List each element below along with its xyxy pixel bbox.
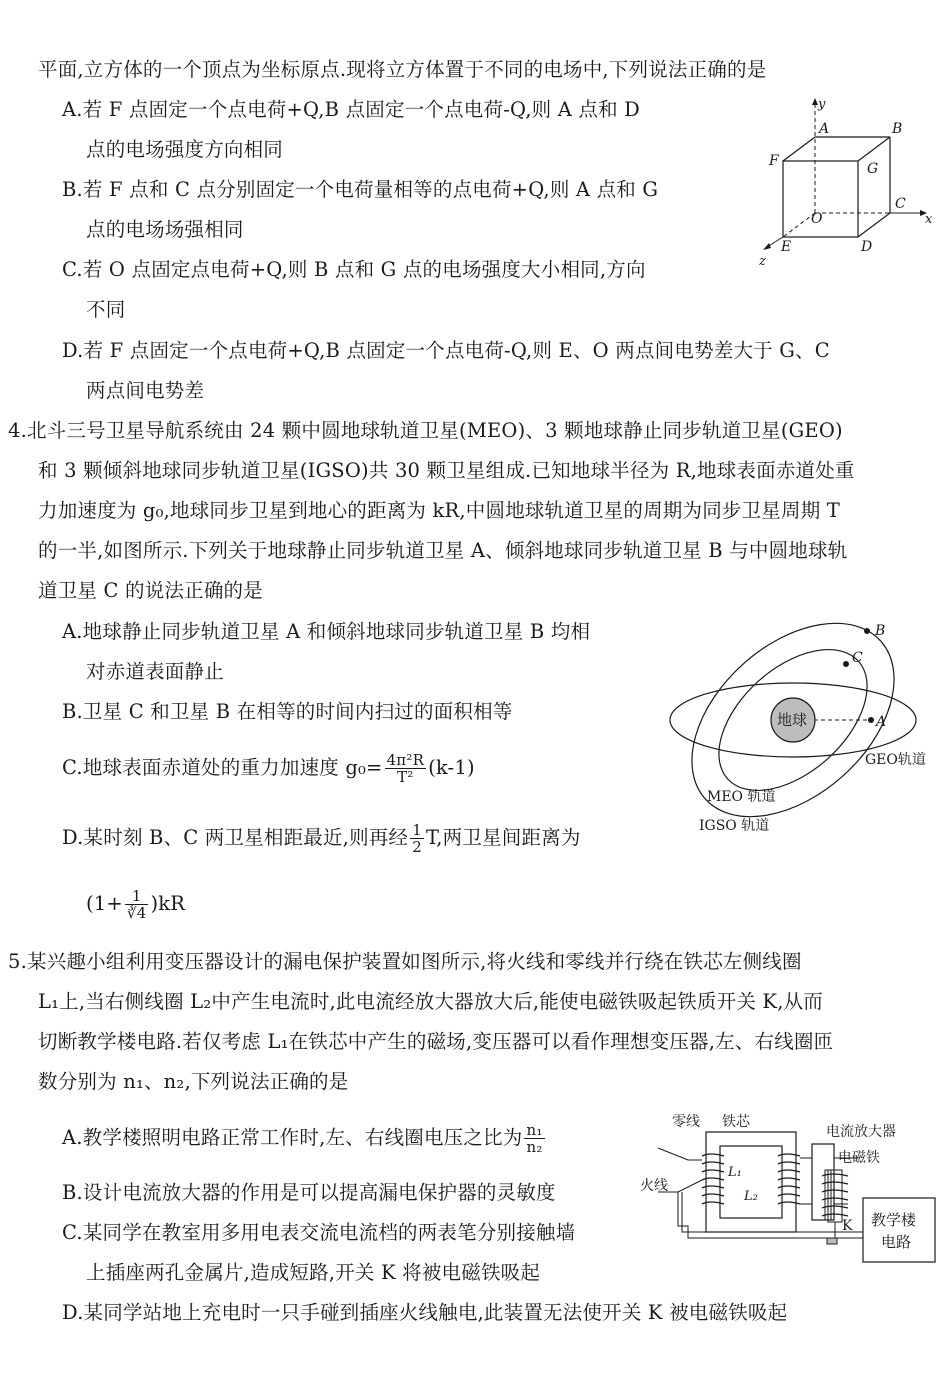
q3-option-c: C.若 O 点固定点电荷+Q,则 B 点和 G 点的电场强度大小相同,方向	[62, 258, 646, 281]
q4-stem-1: 4.北斗三号卫星导航系统由 24 颗中圆地球轨道卫星(MEO)、3 颗地球静止同步轨道卫星(GEO)	[8, 419, 843, 442]
cube-label-C: C	[895, 196, 906, 212]
orbit-figure	[665, 618, 945, 840]
circuit-figure	[638, 1108, 944, 1273]
cube-label-y: y	[818, 97, 826, 112]
q5-option-c: C.某同学在教室用多用电表交流电流档的两表笔分别接触墙	[62, 1221, 576, 1244]
q5-stem-3: 切断教学楼电路.若仅考虑 L₁在铁芯中产生的磁场,变压器可以看作理想变压器,左、右线圈匝	[38, 1030, 834, 1053]
q5-option-a-text: A.教学楼照明电路正常工作时,左、右线圈电压之比为	[62, 1126, 523, 1149]
q5-a-denominator: n₂	[526, 1138, 543, 1156]
amp-label: 电流放大器	[826, 1124, 896, 1140]
q5-option-b: B.设计电流放大器的作用是可以提高漏电保护器的灵敏度	[62, 1181, 556, 1204]
q5-option-a	[62, 1122, 547, 1155]
q3-option-d: D.若 F 点固定一个点电荷+Q,B 点固定一个点电荷-Q,则 E、O 两点间电势差大于 G、C	[62, 339, 830, 362]
q5-stem-1: 5.某兴趣小组利用变压器设计的漏电保护装置如图所示,将火线和零线并行绕在铁芯左侧线圈	[8, 950, 802, 973]
electromagnet	[822, 1170, 848, 1222]
label-A: A	[876, 714, 887, 730]
q3-option-c-cont: 不同	[86, 298, 126, 321]
neutral-label: 零线	[672, 1114, 700, 1130]
label-L2: L₂	[744, 1189, 758, 1204]
q4-d-expr-numerator: 1	[125, 888, 149, 905]
cube-label-B: B	[892, 121, 903, 137]
q4-option-a-cont: 对赤道表面静止	[86, 660, 224, 683]
q4-c-fraction	[385, 752, 427, 785]
q4-option-d-tail: T,两卫星间距离为	[425, 826, 581, 849]
cube-label-A: A	[819, 121, 830, 137]
q4-stem-2: 和 3 颗倾斜地球同步轨道卫星(IGSO)共 30 颗卫星组成.已知地球半径为 R,地球表面赤道处重	[38, 459, 855, 482]
cube-label-F: F	[769, 153, 779, 169]
cube-label-x: x	[925, 212, 933, 227]
building-label-2: 电路	[881, 1233, 912, 1251]
q4-option-d-expression	[86, 888, 185, 921]
q5-option-c-cont: 上插座两孔金属片,造成短路,开关 K 将被电磁铁吸起	[86, 1261, 541, 1284]
satellite-C	[843, 661, 849, 667]
q5-a-numerator: n₁	[526, 1121, 543, 1139]
meo-label: MEO 轨道	[707, 789, 776, 805]
coil-L2	[778, 1154, 800, 1204]
geo-label: GEO轨道	[865, 752, 926, 768]
q5-stem-2: L₁上,当右侧线圈 L₂中产生电流时,此电流经放大器放大后,能使电磁铁吸起铁质开关 K,从而	[38, 990, 823, 1013]
q3-stem: 平面,立方体的一个顶点为坐标原点.现将立方体置于不同的电场中,下列说法正确的是	[38, 58, 767, 81]
switch-K	[827, 1238, 837, 1244]
live-label: 火线	[640, 1178, 668, 1194]
q4-stem-5: 道卫星 C 的说法正确的是	[38, 579, 263, 602]
q3-option-a-cont: 点的电场强度方向相同	[86, 138, 284, 161]
satellite-A	[868, 717, 874, 723]
label-C: C	[852, 650, 863, 666]
q4-option-c-text: C.地球表面赤道处的重力加速度 g₀=	[62, 756, 383, 779]
igso-label: IGSO 轨道	[699, 818, 770, 834]
q4-option-d	[62, 822, 581, 855]
magnet-label: 电磁铁	[838, 1150, 880, 1166]
q4-d-expr-open: (1+	[86, 892, 123, 915]
q3-option-d-cont: 两点间电势差	[86, 379, 205, 402]
q4-option-c	[62, 752, 475, 785]
q3-option-b-cont: 点的电场场强相同	[86, 218, 244, 241]
earth-label: 地球	[777, 711, 808, 729]
satellite-B	[864, 628, 870, 634]
cube-figure	[755, 95, 945, 270]
cube-label-E: E	[781, 239, 792, 255]
q4-d-numerator: 1	[412, 821, 422, 839]
q4-option-c-tail: (k-1)	[428, 756, 475, 779]
cube-label-G: G	[867, 161, 879, 177]
q4-d-denominator: 2	[412, 838, 422, 856]
q3-option-b: B.若 F 点和 C 点分别固定一个电荷量相等的点电荷+Q,则 A 点和 G	[62, 178, 659, 201]
q4-option-d-text: D.某时刻 B、C 两卫星相距最近,则再经	[62, 826, 409, 849]
label-L1: L₁	[728, 1165, 742, 1180]
q3-option-a: A.若 F 点固定一个点电荷+Q,B 点固定一个点电荷-Q,则 A 点和 D	[62, 98, 641, 121]
building-label-1: 教学楼	[871, 1211, 917, 1229]
switch-K-label: K	[842, 1218, 853, 1234]
q4-stem-3: 力加速度为 g₀,地球同步卫星到地心的距离为 kR,中圆地球轨道卫星的周期为同步卫星周期 T	[38, 499, 840, 522]
q4-option-b: B.卫星 C 和卫星 B 在相等的时间内扫过的面积相等	[62, 700, 513, 723]
core-label: 铁芯	[722, 1114, 750, 1130]
q4-d-fraction	[410, 822, 424, 855]
q4-c-denominator: T²	[397, 768, 414, 786]
q5-stem-4: 数分别为 n₁、n₂,下列说法正确的是	[38, 1070, 349, 1093]
q4-stem-4: 的一半,如图所示.下列关于地球静止同步轨道卫星 A、倾斜地球同步轨道卫星 B 与中圆地球轨	[38, 539, 848, 562]
q4-d-expr-close: )kR	[150, 892, 186, 915]
label-B: B	[875, 623, 886, 639]
q5-option-d: D.某同学站地上充电时一只手碰到插座火线触电,此装置无法使开关 K 被电磁铁吸起	[62, 1301, 788, 1324]
q4-option-a: A.地球静止同步轨道卫星 A 和倾斜地球同步轨道卫星 B 均相	[62, 620, 591, 643]
q5-a-fraction	[524, 1122, 544, 1155]
cube-label-z: z	[759, 254, 766, 269]
coil-L1	[702, 1154, 724, 1204]
q4-c-numerator: 4π²R	[386, 751, 425, 769]
q4-d-expr-fraction	[125, 888, 149, 921]
building-circuit-box	[863, 1198, 935, 1262]
cube-label-D: D	[861, 239, 873, 255]
cube-label-O: O	[811, 211, 823, 227]
q4-d-expr-denominator: ∛4	[126, 904, 147, 922]
